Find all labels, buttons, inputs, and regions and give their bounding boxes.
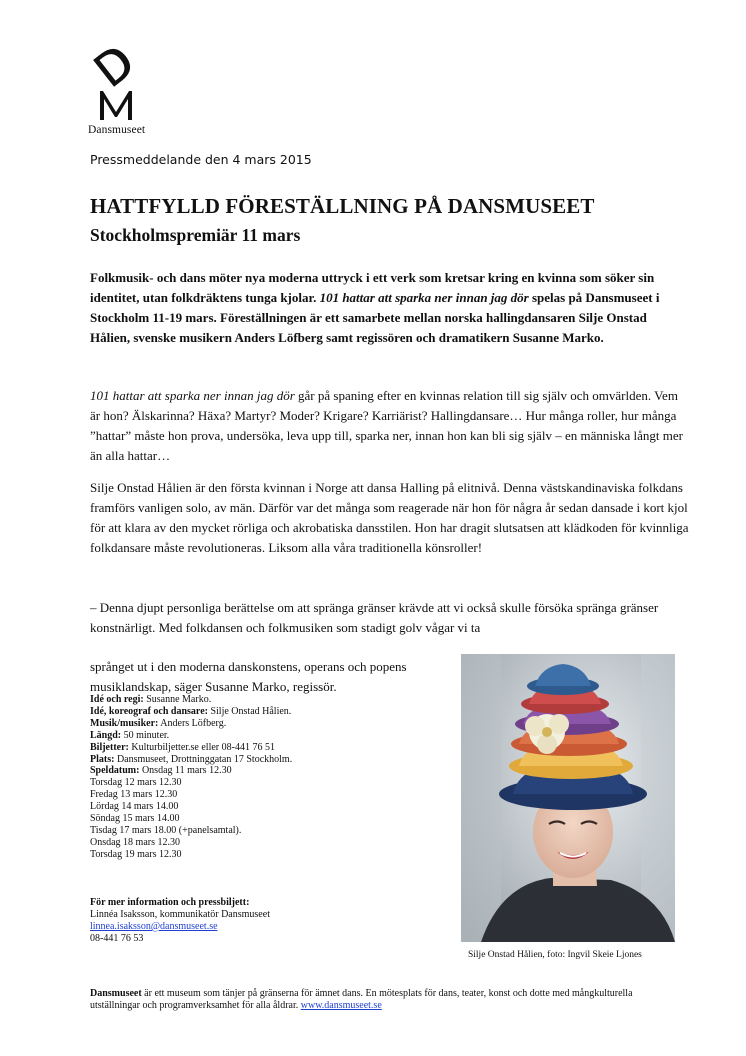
para1-text: går på spaning efter en kvinnas relation till sig själv och omvärlden. Vem är hon? Älskarinna? Häxa? Martyr? Moder? Krigare? Karriärist? Hallingdansare… Hur många roller, hur många ”hattar” måste hon prova, undersöka, leva upp till, sparka ner, innan hon kan bli sig själv – en människa långt mer än alla hattar… [90,388,683,463]
photo-illustration [461,654,675,942]
body-paragraph-1 [90,386,690,466]
footer [90,988,670,1012]
detail-value: Kulturbiljetter.se eller 08-441 76 51 [128,741,275,753]
lead-text-2: spelas på Dansmuseet i Stockholm 11-19 mars. Föreställningen är ett samarbete mellan norska hallingdansaren Silje Onstad Hålien, svenske musikern Anders Löfberg samt regissören och dramatikern Susanne Marko. [90,290,660,345]
footer-org: Dansmuseet [90,988,142,999]
detail-musik [90,718,440,730]
logo [88,44,168,136]
show-date: Tisdag 17 mars 18.00 (+panelsamtal). [90,824,242,836]
detail-value: Onsdag 11 mars 12.30 [139,765,232,777]
para1-title: 101 hattar att sparka ner innan jag dör [90,388,295,403]
detail-regi [90,694,440,706]
detail-label: Idé och regi: [90,694,144,705]
detail-plats [90,754,440,766]
subheadline: Stockholmspremiär 11 mars [90,225,301,245]
body-paragraph-2: Silje Onstad Hålien är den första kvinnan i Norge att dansa Halling på elitnivå. Denna västskandinaviska folkdans framförs vanligen solo, av män. Därför var det många som reagerade när hon för några år sedan dansade i kort kjol för att klara av den mycket rörliga och akrobatiska dansstilen. Hon har dragit slutsatsen att klädkoden för kvinnliga folkdansare måste revolutioneras. Liksom alla våra traditionella könsroller! [90,480,689,555]
show-date: Fredag 13 mars 12.30 [90,789,178,801]
detail-value: Anders Löfberg. [158,717,227,729]
contact-heading: För mer information och pressbiljett: [90,897,250,908]
show-date: Torsdag 12 mars 12.30 [90,777,182,789]
detail-label: Idé, koreograf och dansare: [90,705,208,717]
dm-monogram-icon [88,44,152,122]
contact-email-link[interactable]: linnea.isaksson@dansmuseet.se [90,920,218,932]
show-date: Söndag 15 mars 14.00 [90,813,180,825]
lead-title: 101 hattar att sparka ner innan jag dör [319,290,529,305]
detail-label: Längd: [90,729,122,741]
lead-text-1: Folkmusik- och dans möter nya moderna uttryck i ett verk som kretsar kring en kvinna som söker sin identitet, utan folkdräktens tunga kjolar. [90,270,655,305]
show-date: Torsdag 19 mars 12.30 [90,848,182,860]
event-details [90,694,440,861]
press-release-date: Pressmeddelande den 4 mars 2015 [90,152,312,167]
headline: HATTFYLLD FÖRESTÄLLNING PÅ DANSMUSEET [90,194,595,218]
body-paragraph-4: språnget ut i den moderna danskonstens, operans och popens musiklandskap, säger Susanne Marko, regissör. [90,659,407,694]
detail-value: Susanne Marko. [143,694,212,705]
detail-label: Speldatum: [90,765,140,777]
detail-langd [90,730,440,742]
detail-koreograf [90,706,440,718]
detail-label: Plats: [90,753,115,765]
detail-value: Silje Onstad Hålien. [207,705,292,717]
contact-name: Linnéa Isaksson, kommunikatör Dansmuseet [90,908,270,920]
detail-biljetter [90,742,440,754]
logo-wordmark: Dansmuseet [88,124,146,136]
detail-label: Biljetter: [90,741,129,753]
detail-speldatum [90,765,440,777]
footer-website-link[interactable]: www.dansmuseet.se [300,1000,382,1011]
detail-value: 50 minuter. [121,729,170,741]
contact-block [90,897,270,945]
photo-caption: Silje Onstad Hålien, foto: Ingvil Skeie Ljones [468,950,642,960]
contact-phone: 08-441 76 53 [90,932,144,944]
footer-text: är ett museum som tänjer på gränserna för ämnet dans. En mötesplats för dans, teater, konst och dotte med mångkulturella utställningar och programverksamhet för alla åldrar. [90,988,633,1011]
detail-value: Dansmuseet, Drottninggatan 17 Stockholm. [114,753,293,765]
show-date: Lördag 14 mars 14.00 [90,801,179,813]
lead-paragraph [90,268,680,348]
dancer-photo [461,654,675,942]
detail-label: Musik/musiker: [90,717,159,729]
show-date: Onsdag 18 mars 12.30 [90,836,180,848]
body-paragraph-3: – Denna djupt personliga berättelse om att spränga gränser krävde att vi också skulle försöka spränga gränser konstnärligt. Med folkdansen och folkmusiken som stadigt golv vågar vi ta [90,600,659,635]
